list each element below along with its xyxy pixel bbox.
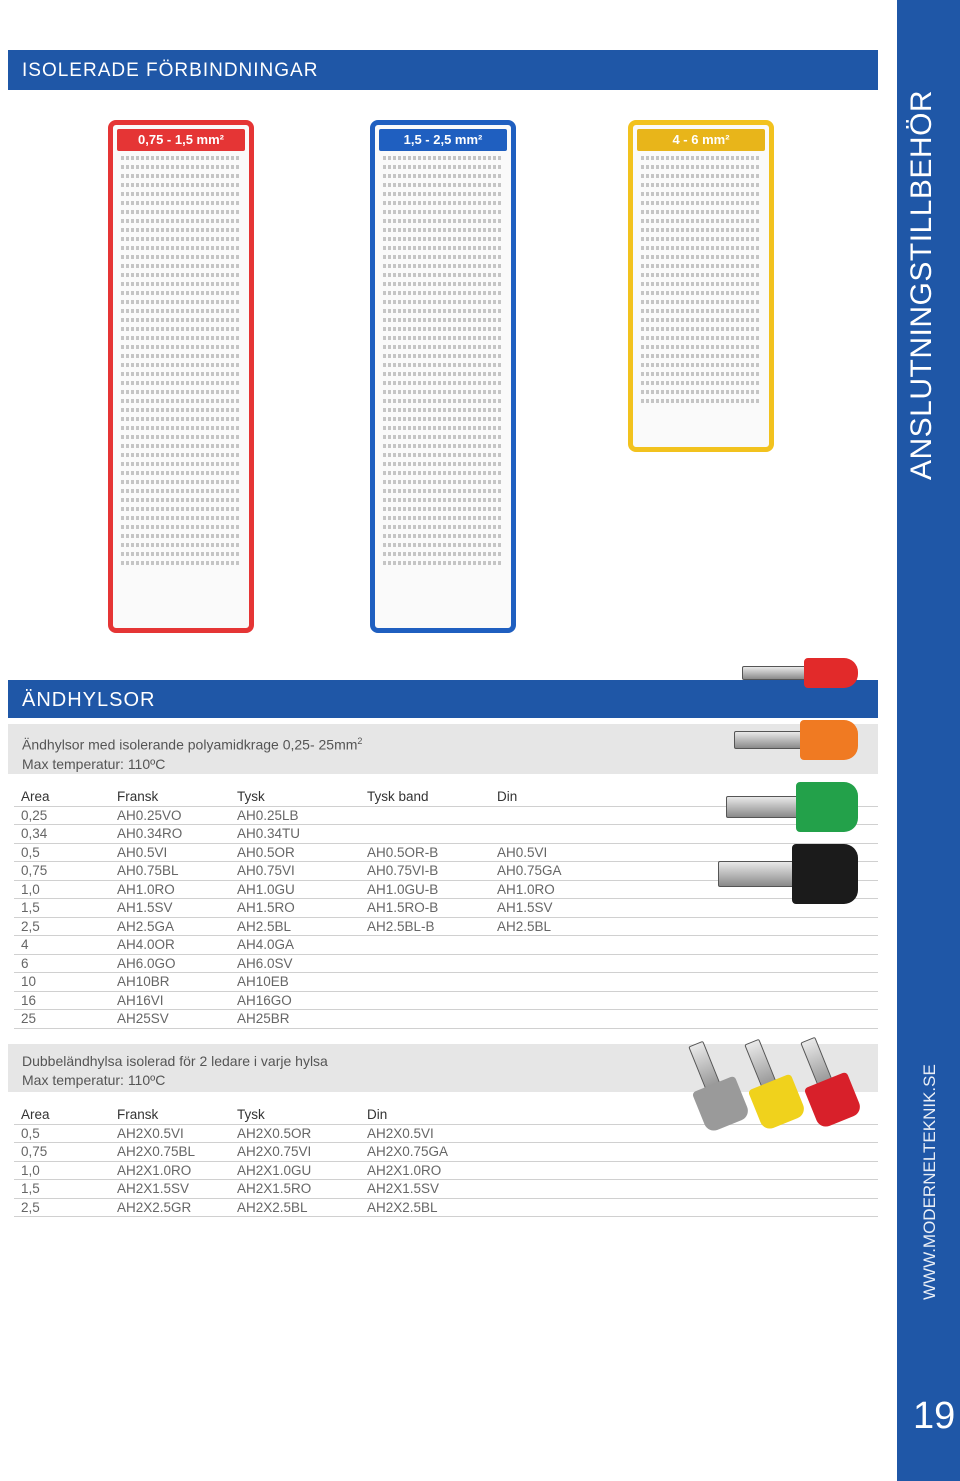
table-cell: AH0.75VI [230, 862, 360, 881]
card-row-line [641, 219, 761, 223]
ferrule-3 [726, 782, 860, 836]
card-row-line [383, 327, 503, 331]
card-row-line [383, 165, 503, 169]
table-row [14, 1198, 878, 1217]
max-temperature: Max temperatur: 110ºC [22, 1072, 166, 1088]
table-cell: 0,5 [14, 1124, 110, 1143]
table-cell [360, 991, 490, 1010]
card-row-line [121, 390, 241, 394]
card-row-line [383, 201, 503, 205]
page-number: 19 [913, 1395, 956, 1437]
table-cell [360, 825, 490, 844]
ferrule-sleeve [796, 782, 858, 832]
card-row-line [121, 462, 241, 466]
card-row-line [383, 471, 503, 475]
table-cell: AH2X2.5BL [230, 1198, 360, 1217]
card-row-line [383, 363, 503, 367]
card-row-line [383, 381, 503, 385]
card-row-line [121, 300, 241, 304]
table-cell: AH2X1.5SV [110, 1180, 230, 1199]
card-row-line [383, 552, 503, 556]
table-row [14, 1180, 878, 1199]
card-row-line [121, 291, 241, 295]
card-row-line [121, 201, 241, 205]
table-cell: AH1.0RO [110, 880, 230, 899]
description-text: Ändhylsor med isolerande polyamidkrage 0,25- $25mm^2$ [22, 736, 363, 753]
card-row-line [121, 516, 241, 520]
card-row-line [641, 327, 761, 331]
card-row-line [641, 237, 761, 241]
table-cell [490, 936, 878, 955]
card-row-line [383, 228, 503, 232]
table-cell: AH2X2.5BL [360, 1198, 878, 1217]
table-cell: AH2X1.5RO [230, 1180, 360, 1199]
card-row-line [121, 471, 241, 475]
section-title: ÄNDHYLSOR [22, 689, 156, 711]
table-cell: AH0.5OR-B [360, 843, 490, 862]
card-rows [633, 156, 769, 403]
card-row-line [383, 264, 503, 268]
table-cell: AH2X0.5OR [230, 1124, 360, 1143]
product-card-blue [370, 120, 516, 633]
card-row-line [641, 291, 761, 295]
table-cell: AH2.5BL [490, 917, 878, 936]
table-cell: AH0.34RO [110, 825, 230, 844]
col-area: Area [14, 788, 110, 806]
card-row-line [121, 174, 241, 178]
table-cell: AH0.75BL [110, 862, 230, 881]
card-label: 1,5 - 2,5 mm² [379, 129, 507, 151]
card-row-line [121, 273, 241, 277]
card-row-line [121, 363, 241, 367]
card-row-line [383, 318, 503, 322]
card-row-line [121, 561, 241, 565]
table-cell: AH0.5VI [110, 843, 230, 862]
table-cell: AH2X0.5VI [110, 1124, 230, 1143]
description-text: Dubbeländhylsa isolerad för 2 ledare i varje hylsa [22, 1053, 328, 1069]
card-row-line [121, 354, 241, 358]
card-row-line [121, 408, 241, 412]
card-row-line [383, 372, 503, 376]
table-row [14, 1161, 878, 1180]
card-row-line [121, 210, 241, 214]
card-rows [113, 156, 249, 565]
card-row-line [641, 381, 761, 385]
card-row-line [121, 417, 241, 421]
sidebar-title [905, 420, 960, 480]
table-cell: AH25BR [230, 1010, 360, 1029]
card-row-line [641, 156, 761, 160]
ferrule-sleeve [804, 658, 858, 688]
table-cell: 0,5 [14, 843, 110, 862]
ferrule-2 [734, 720, 860, 764]
card-row-line [383, 480, 503, 484]
table-row [14, 991, 878, 1010]
table-cell: AH1.0RO [490, 880, 878, 899]
card-label: 0,75 - 1,5 mm² [117, 129, 245, 151]
card-row-line [383, 417, 503, 421]
table-cell: AH10EB [230, 973, 360, 992]
card-row-line [121, 525, 241, 529]
card-row-line [383, 210, 503, 214]
table-cell [490, 1010, 878, 1029]
ferrule-pin [734, 731, 808, 749]
card-row-line [383, 516, 503, 520]
table-cell [360, 936, 490, 955]
table-cell: AH0.75GA [490, 862, 878, 881]
card-row-line [641, 192, 761, 196]
table-cell: 1,0 [14, 880, 110, 899]
table-row [14, 1143, 878, 1162]
max-temperature: Max temperatur: 110ºC [22, 755, 166, 772]
table-row [14, 1010, 878, 1029]
product-card-red [108, 120, 254, 633]
card-row-line [641, 363, 761, 367]
card-row-line [121, 219, 241, 223]
card-row-line [383, 453, 503, 457]
card-row-line [383, 498, 503, 502]
table-cell: AH2.5BL [230, 917, 360, 936]
card-row-line [641, 165, 761, 169]
card-row-line [121, 480, 241, 484]
card-row-line [383, 309, 503, 313]
table-cell: AH1.5SV [110, 899, 230, 918]
card-row-line [121, 435, 241, 439]
table-cell: 6 [14, 954, 110, 973]
ferrule-pin [742, 666, 812, 680]
card-row-line [121, 534, 241, 538]
card-row-line [383, 426, 503, 430]
card-row-line [383, 255, 503, 259]
table-cell: AH2X0.75VI [230, 1143, 360, 1162]
table-cell: AH2X2.5GR [110, 1198, 230, 1217]
table-cell: AH0.5VI [490, 843, 878, 862]
table-cell: AH2X0.75GA [360, 1143, 878, 1162]
card-row-line [121, 309, 241, 313]
card-row-line [383, 174, 503, 178]
table-cell: 0,75 [14, 1143, 110, 1162]
table-cell [360, 1010, 490, 1029]
card-row-line [121, 318, 241, 322]
card-row-line [121, 444, 241, 448]
table-row [14, 973, 878, 992]
col-fransk: Fransk [110, 1106, 230, 1124]
card-row-line [121, 282, 241, 286]
card-row-line [641, 246, 761, 250]
table-cell: 2,5 [14, 917, 110, 936]
card-row-line [383, 345, 503, 349]
card-row-line [641, 228, 761, 232]
card-row-line [641, 201, 761, 205]
card-row-line [121, 228, 241, 232]
card-row-line [641, 345, 761, 349]
table-cell: AH0.5OR [230, 843, 360, 862]
table-cell: AH10BR [110, 973, 230, 992]
card-row-line [383, 408, 503, 412]
col-tysk-band: Tysk band [360, 788, 490, 806]
card-row-line [121, 426, 241, 430]
table-row [14, 936, 878, 955]
table-cell: AH2X0.5VI [360, 1124, 878, 1143]
table-cell: AH0.25LB [230, 806, 360, 825]
website-url[interactable]: WWW.MODERNELTEKNIK.SE [920, 1064, 939, 1300]
card-row-line [641, 336, 761, 340]
table-cell: AH2X1.0RO [360, 1161, 878, 1180]
card-row-line [121, 165, 241, 169]
card-row-line [121, 399, 241, 403]
card-row-line [383, 237, 503, 241]
card-row-line [383, 462, 503, 466]
card-row-line [121, 264, 241, 268]
card-row-line [383, 273, 503, 277]
card-row-line [121, 327, 241, 331]
card-row-line [383, 156, 503, 160]
table-cell: 0,34 [14, 825, 110, 844]
col-din: Din [490, 788, 878, 806]
card-row-line [121, 336, 241, 340]
table-cell: AH4.0OR [110, 936, 230, 955]
card-row-line [121, 183, 241, 187]
table-cell [360, 806, 490, 825]
card-row-line [383, 444, 503, 448]
card-row-line [383, 489, 503, 493]
ferrule-sleeve [792, 844, 858, 904]
table-cell: 10 [14, 973, 110, 992]
table-cell: 4 [14, 936, 110, 955]
card-row-line [383, 525, 503, 529]
card-row-line [121, 507, 241, 511]
card-row-line [641, 174, 761, 178]
card-row-line [121, 156, 241, 160]
table-cell: AH1.5RO-B [360, 899, 490, 918]
table-cell: AH4.0GA [230, 936, 360, 955]
card-row-line [641, 264, 761, 268]
ferrule-4 [718, 844, 860, 908]
card-row-line [383, 282, 503, 286]
card-row-line [641, 183, 761, 187]
card-row-line [121, 345, 241, 349]
card-row-line [641, 300, 761, 304]
table-cell: 25 [14, 1010, 110, 1029]
table-cell [360, 954, 490, 973]
col-tysk: Tysk [230, 1106, 360, 1124]
table-cell: AH25SV [110, 1010, 230, 1029]
table-cell [490, 973, 878, 992]
card-row-line [383, 354, 503, 358]
card-row-line [383, 300, 503, 304]
col-area: Area [14, 1106, 110, 1124]
table-cell [490, 991, 878, 1010]
card-row-line [121, 489, 241, 493]
card-row-line [383, 390, 503, 394]
card-row-line [121, 453, 241, 457]
ferrule-sleeve [800, 720, 858, 760]
table-cell [360, 973, 490, 992]
table-cell: 1,5 [14, 899, 110, 918]
table-cell: 0,25 [14, 806, 110, 825]
card-row-line [641, 318, 761, 322]
table-cell: AH6.0SV [230, 954, 360, 973]
card-row-line [383, 543, 503, 547]
card-row-line [383, 561, 503, 565]
card-row-line [121, 192, 241, 196]
card-row-line [383, 219, 503, 223]
card-row-line [641, 309, 761, 313]
card-row-line [121, 552, 241, 556]
card-row-line [641, 273, 761, 277]
card-rows [375, 156, 511, 565]
ferrule-1 [742, 658, 860, 692]
table-cell: AH16GO [230, 991, 360, 1010]
card-row-line [383, 399, 503, 403]
ferrule-pin [718, 861, 800, 887]
table-cell: AH2X1.0GU [230, 1161, 360, 1180]
table-row [14, 954, 878, 973]
card-label: 4 - 6 mm² [637, 129, 765, 151]
table-cell: AH16VI [110, 991, 230, 1010]
table-cell: AH2X1.5SV [360, 1180, 878, 1199]
card-row-line [641, 282, 761, 286]
card-row-line [121, 498, 241, 502]
card-row-line [383, 246, 503, 250]
table-cell: 2,5 [14, 1198, 110, 1217]
card-row-line [641, 372, 761, 376]
card-row-line [121, 255, 241, 259]
table-cell: AH0.25VO [110, 806, 230, 825]
card-row-line [383, 192, 503, 196]
table-cell: AH0.75VI-B [360, 862, 490, 881]
table-cell: 0,75 [14, 862, 110, 881]
col-din: Din [360, 1106, 878, 1124]
card-row-line [383, 507, 503, 511]
table-row [14, 917, 878, 936]
card-row-line [641, 354, 761, 358]
product-card-yellow [628, 120, 774, 452]
col-fransk: Fransk [110, 788, 230, 806]
card-row-line [641, 390, 761, 394]
section-header-bar [8, 50, 878, 90]
ferrule-pin [726, 796, 804, 818]
table-cell: AH2.5GA [110, 917, 230, 936]
card-row-line [641, 210, 761, 214]
table-cell: 1,5 [14, 1180, 110, 1199]
card-row-line [383, 534, 503, 538]
card-row-line [121, 381, 241, 385]
card-row-line [121, 372, 241, 376]
table-cell: AH2.5BL-B [360, 917, 490, 936]
card-row-line [641, 255, 761, 259]
table-cell: AH0.34TU [230, 825, 360, 844]
card-row-line [121, 543, 241, 547]
card-row-line [383, 183, 503, 187]
table-cell: AH6.0GO [110, 954, 230, 973]
card-row-line [641, 399, 761, 403]
table-cell: 1,0 [14, 1161, 110, 1180]
table-cell: AH1.0GU-B [360, 880, 490, 899]
table-cell [490, 954, 878, 973]
table-cell: AH2X1.0RO [110, 1161, 230, 1180]
page-title: ISOLERADE FÖRBINDNINGAR [22, 60, 319, 81]
table-cell: 16 [14, 991, 110, 1010]
table-cell: AH1.0GU [230, 880, 360, 899]
table-cell: AH2X0.75BL [110, 1143, 230, 1162]
card-row-line [121, 237, 241, 241]
card-row-line [383, 291, 503, 295]
table-cell: AH1.5RO [230, 899, 360, 918]
card-row-line [383, 435, 503, 439]
card-row-line [383, 336, 503, 340]
table-cell: AH1.5SV [490, 899, 878, 918]
card-row-line [121, 246, 241, 250]
col-tysk: Tysk [230, 788, 360, 806]
